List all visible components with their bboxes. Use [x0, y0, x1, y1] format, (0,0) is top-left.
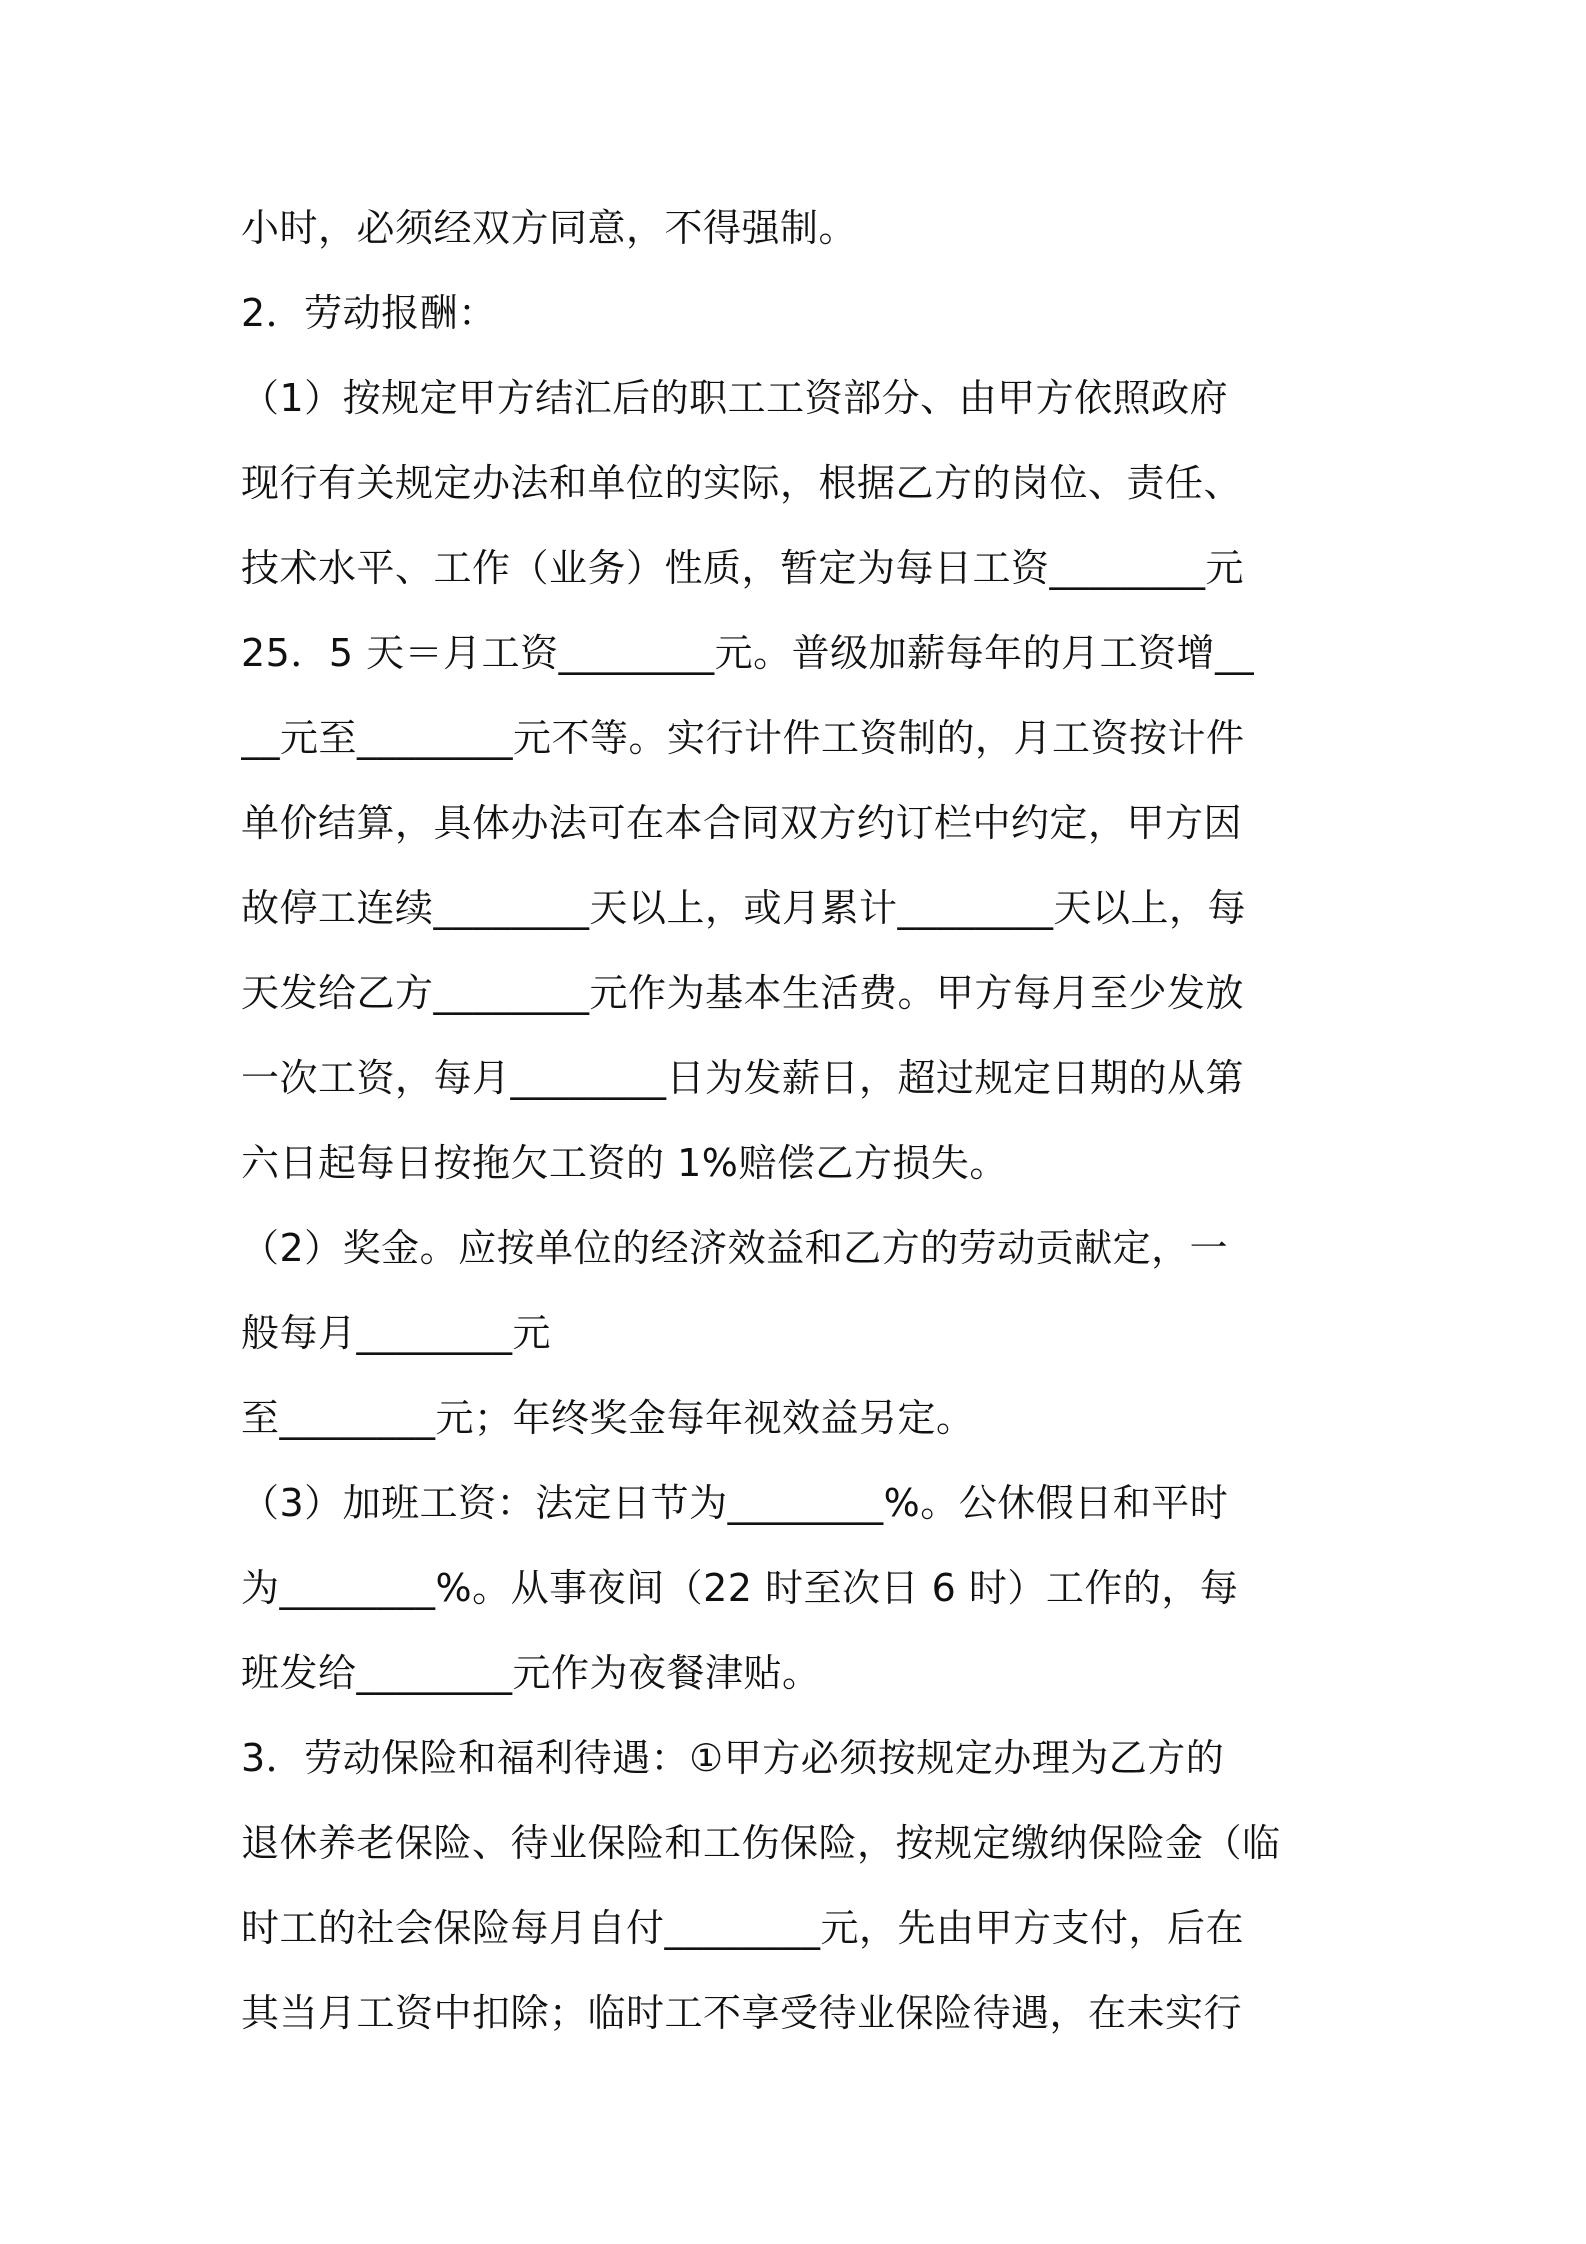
text-line: 为________%。从事夜间（22 时至次日 6 时）工作的，每	[241, 1566, 1239, 1610]
text-line: （1）按规定甲方结汇后的职工工资部分、由甲方依照政府	[241, 376, 1229, 420]
text-line: 2．劳动报酬：	[241, 291, 497, 335]
text-line: （3）加班工资：法定日节为________%。公休假日和平时	[241, 1481, 1229, 1525]
text-line: 技术水平、工作（业务）性质，暂定为每日工资________元	[241, 546, 1245, 590]
text-line: 25．5 天＝月工资________元。普级加薪每年的月工资增__	[241, 631, 1255, 675]
text-line: 故停工连续________天以上，或月累计________天以上，每	[241, 886, 1247, 930]
text-line: 班发给________元作为夜餐津贴。	[241, 1651, 821, 1695]
text-line: 3．劳动保险和福利待遇：①甲方必须按规定办理为乙方的	[241, 1736, 1225, 1780]
text-line: 天发给乙方________元作为基本生活费。甲方每月至少发放	[241, 971, 1245, 1015]
text-line: 其当月工资中扣除；临时工不享受待业保险待遇，在未实行	[241, 1991, 1243, 2035]
text-line: 般每月________元	[241, 1311, 552, 1355]
text-line: 退休养老保险、待业保险和工伤保险，按规定缴纳保险金（临	[241, 1821, 1281, 1865]
text-line: 时工的社会保险每月自付________元，先由甲方支付，后在	[241, 1906, 1245, 1950]
text-line: 至________元；年终奖金每年视效益另定。	[241, 1396, 975, 1440]
text-line: 六日起每日按拖欠工资的 1%赔偿乙方损失。	[241, 1141, 1008, 1185]
text-line: 现行有关规定办法和单位的实际，根据乙方的岗位、责任、	[241, 461, 1243, 505]
text-line: 一次工资，每月________日为发薪日，超过规定日期的从第	[241, 1056, 1245, 1100]
text-line: __元至________元不等。实行计件工资制的，月工资按计件	[241, 716, 1245, 760]
text-line: （2）奖金。应按单位的经济效益和乙方的劳动贡献定，一	[241, 1226, 1229, 1270]
text-line: 单价结算，具体办法可在本合同双方约订栏中约定，甲方因	[241, 801, 1243, 845]
text-line: 小时，必须经双方同意，不得强制。	[241, 206, 858, 250]
